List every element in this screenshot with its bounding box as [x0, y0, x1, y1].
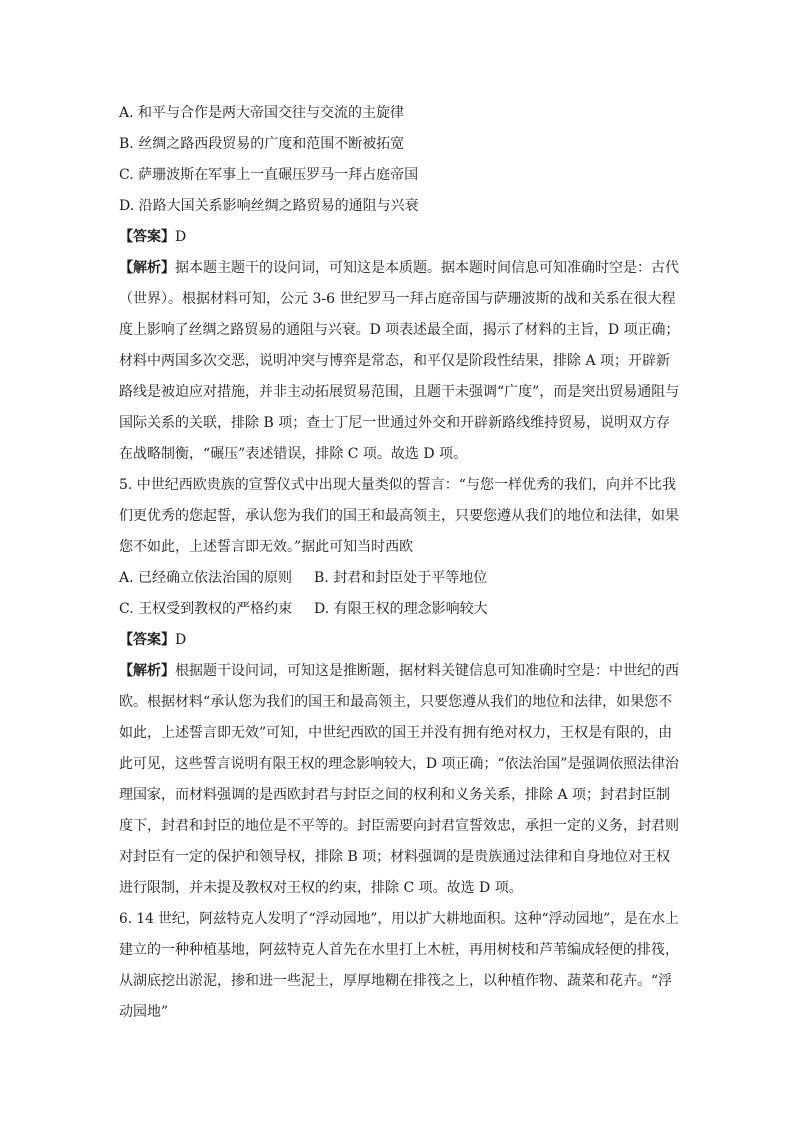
q5-analysis-line: 理国家，而材料强调的是西欧封君与封臣之间的权利和义务关系，排除 A 项；封君封臣制: [119, 787, 671, 803]
q5-analysis-line: 对封臣有一定的保护和领导权，排除 B 项；材料强调的是贵族通过法律和自身地位对王权: [119, 849, 671, 865]
analysis-text: 据本题主题干的设问词，可知这是本质题。据本题时间信息可知准确时空是：古代: [175, 260, 679, 276]
q4-option-d: D. 沿路大国关系影响丝绸之路贸易的通阻与兴衰: [119, 198, 419, 214]
q5-option-b: B. 封君和封臣处于平等地位: [314, 570, 488, 586]
answer-tag: 【答案】: [119, 229, 175, 245]
q5-analysis-line: [119, 661, 679, 681]
q5-stem-line: 5. 中世纪西欧贵族的宣誓仪式中出现大量类似的誓言：“与您一样优秀的我们，向并不比我: [119, 477, 676, 493]
q4-analysis-line: 国际关系的关联，排除 B 项；查士丁尼一世通过外交和开辟新路线维持贸易，说明双方存: [119, 415, 671, 431]
q4-answer: [119, 227, 679, 247]
q4-analysis-line: 度上影响了丝绸之路贸易的通阻与兴衰。D 项表述最全面，揭示了材料的主旨，D 项正确；: [119, 322, 680, 338]
q5-stem-line: 您不如此，上述誓言即无效。”据此可知当时西欧: [119, 539, 414, 555]
analysis-tag: 【解析】: [119, 260, 175, 276]
q4-analysis-line: [119, 258, 679, 278]
q4-analysis-line: 材料中两国多次交恶，说明冲突与博弈是常态，和平仅是阶段性结果，排除 A 项；开辟新: [119, 353, 671, 369]
answer-tag: 【答案】: [119, 632, 175, 648]
q4-analysis-line: （世界）。根据材料可知，公元 3-6 世纪罗马一拜占庭帝国与萨珊波斯的战和关系在很大程: [119, 291, 676, 307]
q6-stem-line: 建立的一种种植基地，阿兹特克人首先在水里打上木桩，再用树枝和芦苇编成轻便的排筏，: [119, 942, 679, 958]
q5-analysis-line: 此可见，这些誓言说明有限王权的理念影响较大，D 项正确；“依法治国”是强调依照法律治: [119, 756, 679, 772]
q4-analysis-line: 路线是被迫应对措施，并非主动拓展贸易范围，且题干未强调“广度”，而是突出贸易通阻与: [119, 384, 680, 400]
q4-analysis-line: 在战略制衡，“碾压”表述错误，排除 C 项。故选 D 项。: [119, 446, 468, 462]
q5-analysis-line: 度下，封君和封臣的地位是不平等的。封臣需要向封君宣誓效忠，承担一定的义务，封君则: [119, 818, 679, 834]
q4-option-a: A. 和平与合作是两大帝国交往与交流的主旋律: [119, 105, 405, 121]
q4-option-c: C. 萨珊波斯在军事上一直碾压罗马一拜占庭帝国: [119, 167, 419, 183]
q5-answer: [119, 630, 679, 650]
answer-value: D: [175, 229, 187, 245]
q5-options-row: [119, 568, 679, 588]
q5-analysis-line: 欧。根据材料“承认您为我们的国王和最高领主，只要您遵从我们的地位和法律，如果您不: [119, 694, 673, 710]
analysis-text: 根据题干设问词，可知这是推断题，据材料关键信息可知准确时空是：中世纪的西: [175, 663, 679, 679]
q6-stem-line: 从湖底挖出淤泥，掺和进一些泥土，厚厚地糊在排筏之上，以种植作物、蔬菜和花卉。“浮: [119, 973, 673, 989]
q5-analysis-line: 进行限制，并未提及教权对王权的约束，排除 C 项。故选 D 项。: [119, 880, 523, 896]
q6-stem-line: 6. 14 世纪，阿兹特克人发明了“浮动园地”，用以扩大耕地面积。这种“浮动园地”，是在水上: [119, 911, 679, 927]
q6-stem-line: 动园地”: [119, 1004, 169, 1020]
q5-options-row: [119, 599, 679, 619]
q5-stem-line: 们更优秀的您起誓，承认您为我们的国王和最高领主，只要您遵从我们的地位和法律，如果: [119, 508, 679, 524]
answer-value: D: [175, 632, 187, 648]
q4-option-b: B. 丝绸之路西段贸易的广度和范围不断被拓宽: [119, 136, 405, 152]
q5-option-d: D. 有限王权的理念影响较大: [314, 601, 488, 617]
q5-option-c: C. 王权受到教权的严格约束: [119, 601, 293, 617]
analysis-tag: 【解析】: [119, 663, 175, 679]
q5-option-a: A. 已经确立依法治国的原则: [119, 570, 293, 586]
q5-analysis-line: 如此，上述誓言即无效”可知，中世纪西欧的国王并没有拥有绝对权力，王权是有限的，由: [119, 725, 673, 741]
